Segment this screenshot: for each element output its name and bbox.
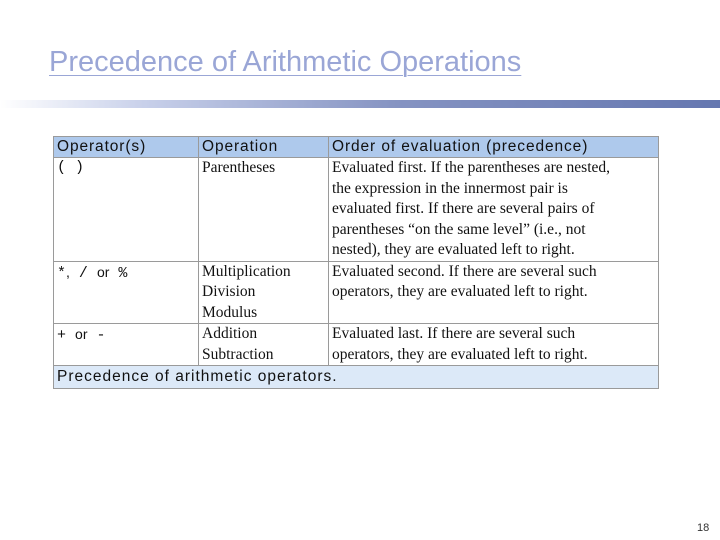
operator-list (57, 262, 195, 285)
precedence-table (53, 136, 659, 389)
operator-cell (54, 324, 199, 366)
operator-list (57, 324, 195, 347)
operation-name: Modulus (202, 303, 258, 321)
operator-multiply: * (57, 264, 67, 282)
order-line: Evaluated last. If there are several such (332, 325, 576, 342)
order-line: parentheses “on the same level” (i.e., not (332, 220, 586, 238)
table-caption (54, 366, 659, 389)
table-header-row (54, 137, 659, 158)
operator-divide: / (78, 264, 88, 282)
order-line: operators, they are evaluated left to right. (332, 345, 588, 363)
operation-name: Subtraction (202, 345, 274, 363)
operator-cell (54, 261, 199, 324)
table-row (54, 158, 659, 262)
page-number: 18 (697, 522, 710, 534)
operation-name: Addition (202, 325, 258, 342)
slide-title: Precedence of Arithmetic Operations (49, 46, 522, 78)
order-cell (329, 158, 659, 262)
operator-or: or (96, 263, 110, 280)
operation-cell (199, 261, 329, 324)
operation-name: Division (202, 283, 256, 300)
operation-cell (199, 158, 329, 262)
order-line: nested), they are evaluated left to right. (332, 241, 575, 258)
order-line: Evaluated second. If there are several such (332, 262, 597, 280)
header-operators: Operator(s) (54, 137, 199, 158)
order-line: operators, they are evaluated left to right. (332, 283, 588, 300)
caption-period: . (332, 368, 337, 385)
operator-cell (54, 158, 199, 262)
order-cell (329, 324, 659, 366)
header-operation: Operation (199, 137, 329, 158)
order-cell (329, 261, 659, 324)
operator-parentheses: ( ) (57, 159, 85, 176)
caption-text: Precedence of arithmetic operators (57, 368, 333, 385)
title-divider (0, 100, 720, 108)
order-line: the expression in the innermost pair is (332, 179, 568, 197)
operator-minus: - (96, 327, 106, 344)
table-row (54, 324, 659, 366)
operator-plus: + (57, 327, 67, 344)
order-line: evaluated first. If there are several pairs of (332, 200, 595, 217)
header-order: Order of evaluation (precedence) (329, 137, 659, 158)
operation-cell (199, 324, 329, 366)
operator-modulus: % (118, 264, 128, 282)
order-line: Evaluated first. If the parentheses are nested, (332, 159, 611, 176)
operation-name: Multiplication (202, 262, 291, 280)
operator-or: or (75, 326, 88, 342)
caption-row (54, 366, 659, 389)
operator-separator: , (66, 263, 70, 280)
table-row (54, 261, 659, 324)
operation-name: Parentheses (202, 159, 276, 176)
